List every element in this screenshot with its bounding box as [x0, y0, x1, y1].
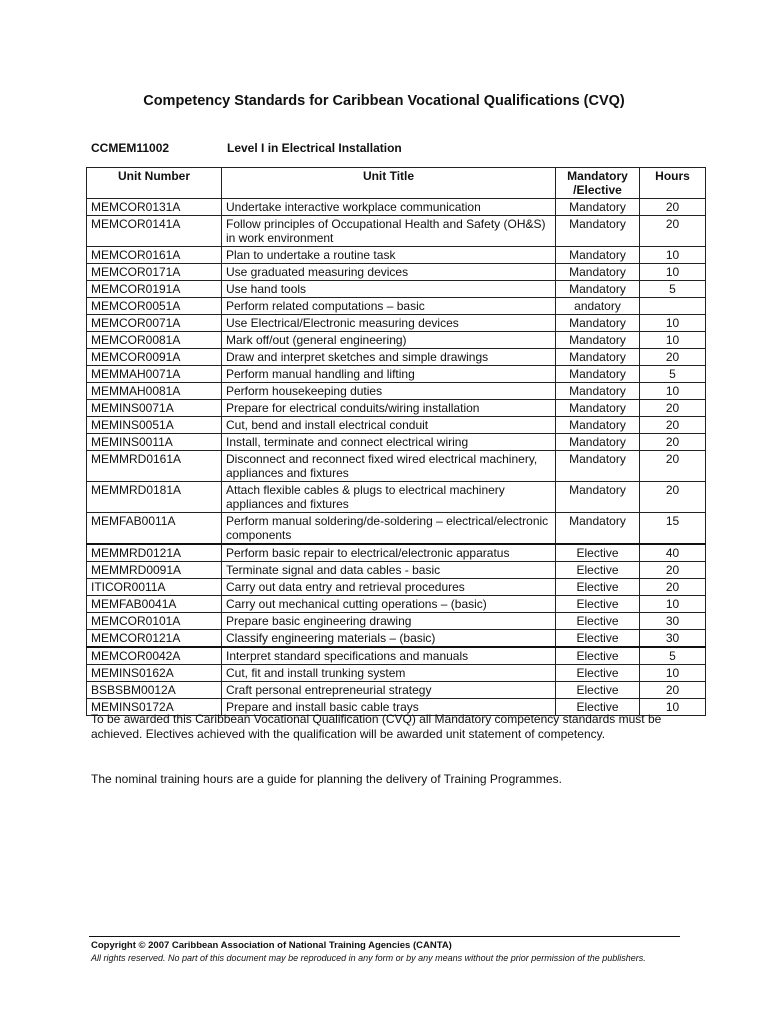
table-row	[87, 665, 706, 682]
unit-title-cell: Cut, bend and install electrical conduit	[222, 417, 556, 434]
hours-cell: 20	[640, 482, 706, 513]
unit-number-cell: MEMCOR0191A	[87, 281, 222, 298]
unit-title-cell: Use graduated measuring devices	[222, 264, 556, 281]
award-note: To be awarded this Caribbean Vocational Qualification (CVQ) all Mandatory competency standards must be achieved. Electives achieved with the qualification will be awarded unit statement of competency.	[91, 712, 662, 741]
table-row	[87, 366, 706, 383]
mandatory-elective-cell: Mandatory	[556, 199, 640, 216]
unit-number-cell: BSBSBM0012A	[87, 682, 222, 699]
table-row	[87, 630, 706, 648]
table-body	[87, 199, 706, 716]
unit-title-cell: Perform related computations – basic	[222, 298, 556, 315]
table-row	[87, 332, 706, 349]
hours-cell: 5	[640, 281, 706, 298]
table-row	[87, 513, 706, 545]
hours-cell: 40	[640, 544, 706, 562]
table-row	[87, 451, 706, 482]
unit-number-cell: MEMINS0011A	[87, 434, 222, 451]
unit-number-cell: MEMMAH0071A	[87, 366, 222, 383]
mandatory-elective-cell: Elective	[556, 579, 640, 596]
unit-title-cell: Perform manual handling and lifting	[222, 366, 556, 383]
hours-cell: 20	[640, 434, 706, 451]
unit-title-cell: Perform manual soldering/de-soldering – electrical/electronic components	[222, 513, 556, 545]
unit-number-cell: ITICOR0011A	[87, 579, 222, 596]
mandatory-elective-cell: Mandatory	[556, 264, 640, 281]
hours-cell: 10	[640, 264, 706, 281]
unit-number-cell: MEMCOR0101A	[87, 613, 222, 630]
header-hours: Hours	[640, 168, 706, 199]
unit-number-cell: MEMMAH0081A	[87, 383, 222, 400]
table-row	[87, 482, 706, 513]
table-row	[87, 199, 706, 216]
unit-title-cell: Craft personal entrepreneurial strategy	[222, 682, 556, 699]
table-row	[87, 562, 706, 579]
unit-number-cell: MEMCOR0121A	[87, 630, 222, 648]
header-unit-number: Unit Number	[87, 168, 222, 199]
hours-cell: 20	[640, 349, 706, 366]
unit-number-cell: MEMMRD0121A	[87, 544, 222, 562]
unit-title-cell: Use Electrical/Electronic measuring devices	[222, 315, 556, 332]
mandatory-elective-cell: Mandatory	[556, 513, 640, 545]
unit-number-cell: MEMMRD0091A	[87, 562, 222, 579]
table-row	[87, 216, 706, 247]
unit-title-cell: Cut, fit and install trunking system	[222, 665, 556, 682]
unit-title-cell: Plan to undertake a routine task	[222, 247, 556, 264]
unit-number-cell: MEMCOR0141A	[87, 216, 222, 247]
hours-cell: 30	[640, 630, 706, 648]
hours-cell: 10	[640, 315, 706, 332]
unit-number-cell: MEMMRD0161A	[87, 451, 222, 482]
mandatory-elective-cell: Elective	[556, 544, 640, 562]
mandatory-elective-cell: Elective	[556, 630, 640, 648]
unit-title-cell: Terminate signal and data cables - basic	[222, 562, 556, 579]
unit-number-cell: MEMCOR0071A	[87, 315, 222, 332]
mandatory-elective-cell: Mandatory	[556, 216, 640, 247]
unit-number-cell: MEMINS0051A	[87, 417, 222, 434]
unit-title-cell: Carry out data entry and retrieval procedures	[222, 579, 556, 596]
hours-cell	[640, 298, 706, 315]
table-row	[87, 349, 706, 366]
unit-number-cell: MEMCOR0091A	[87, 349, 222, 366]
hours-cell: 20	[640, 199, 706, 216]
table-row	[87, 579, 706, 596]
mandatory-elective-cell: Mandatory	[556, 366, 640, 383]
table-row	[87, 613, 706, 630]
unit-number-cell: MEMFAB0011A	[87, 513, 222, 545]
footer-divider	[89, 936, 680, 937]
unit-title-cell: Disconnect and reconnect fixed wired electrical machinery, appliances and fixtures	[222, 451, 556, 482]
unit-number-cell: MEMCOR0171A	[87, 264, 222, 281]
hours-cell: 30	[640, 613, 706, 630]
unit-number-cell: MEMCOR0131A	[87, 199, 222, 216]
unit-title-cell: Interpret standard specifications and manuals	[222, 647, 556, 665]
mandatory-elective-cell: Elective	[556, 562, 640, 579]
mandatory-elective-cell: Mandatory	[556, 451, 640, 482]
mandatory-elective-cell: Mandatory	[556, 247, 640, 264]
document-title: Competency Standards for Caribbean Vocational Qualifications (CVQ)	[143, 93, 625, 109]
unit-number-cell: MEMINS0071A	[87, 400, 222, 417]
rights-statement: All rights reserved. No part of this document may be reproduced in any form or by any means without the prior permission of the publishers.	[91, 953, 646, 963]
header-mandatory-elective: Mandatory /Elective	[556, 168, 640, 199]
unit-number-cell: MEMCOR0051A	[87, 298, 222, 315]
table-row	[87, 383, 706, 400]
mandatory-elective-cell: Elective	[556, 682, 640, 699]
unit-title-cell: Prepare for electrical conduits/wiring installation	[222, 400, 556, 417]
table-row	[87, 417, 706, 434]
mandatory-elective-cell: Mandatory	[556, 332, 640, 349]
unit-title-cell: Carry out mechanical cutting operations – (basic)	[222, 596, 556, 613]
table-row	[87, 281, 706, 298]
unit-number-cell: MEMMRD0181A	[87, 482, 222, 513]
copyright-line: Copyright © 2007 Caribbean Association of National Training Agencies (CANTA)	[91, 940, 452, 951]
mandatory-elective-cell: Mandatory	[556, 383, 640, 400]
mandatory-elective-cell: Elective	[556, 647, 640, 665]
unit-title-cell: Prepare basic engineering drawing	[222, 613, 556, 630]
mandatory-elective-cell: Elective	[556, 613, 640, 630]
unit-title-cell: Undertake interactive workplace communication	[222, 199, 556, 216]
mandatory-elective-cell: Mandatory	[556, 349, 640, 366]
unit-title-cell: Draw and interpret sketches and simple drawings	[222, 349, 556, 366]
hours-cell: 10	[640, 596, 706, 613]
mandatory-elective-cell: Mandatory	[556, 315, 640, 332]
table-row	[87, 544, 706, 562]
hours-note: The nominal training hours are a guide for planning the delivery of Training Programmes.	[91, 772, 562, 786]
unit-title-cell: Follow principles of Occupational Health and Safety (OH&S) in work environment	[222, 216, 556, 247]
hours-cell: 20	[640, 579, 706, 596]
unit-number-cell: MEMCOR0042A	[87, 647, 222, 665]
hours-cell: 15	[640, 513, 706, 545]
table-row	[87, 647, 706, 665]
unit-title-cell: Perform basic repair to electrical/electronic apparatus	[222, 544, 556, 562]
hours-cell: 5	[640, 366, 706, 383]
hours-cell: 10	[640, 699, 706, 716]
table-row	[87, 247, 706, 264]
hours-cell: 20	[640, 400, 706, 417]
unit-title-cell: Mark off/out (general engineering)	[222, 332, 556, 349]
mandatory-elective-cell: Mandatory	[556, 400, 640, 417]
unit-number-cell: MEMINS0172A	[87, 699, 222, 716]
unit-title-cell: Perform housekeeping duties	[222, 383, 556, 400]
hours-cell: 20	[640, 216, 706, 247]
hours-cell: 20	[640, 451, 706, 482]
table-row	[87, 400, 706, 417]
mandatory-elective-cell: Mandatory	[556, 434, 640, 451]
table-row	[87, 596, 706, 613]
table-header-row	[87, 168, 706, 199]
hours-cell: 10	[640, 665, 706, 682]
table-row	[87, 434, 706, 451]
hours-cell: 20	[640, 682, 706, 699]
table-row	[87, 298, 706, 315]
mandatory-elective-cell: Mandatory	[556, 281, 640, 298]
unit-title-cell: Attach flexible cables & plugs to electrical machinery appliances and fixtures	[222, 482, 556, 513]
table-row	[87, 315, 706, 332]
unit-number-cell: MEMINS0162A	[87, 665, 222, 682]
mandatory-elective-cell: Mandatory	[556, 417, 640, 434]
qualification-code: CCMEM11002	[91, 141, 170, 155]
hours-cell: 10	[640, 332, 706, 349]
table-row	[87, 264, 706, 281]
unit-number-cell: MEMCOR0161A	[87, 247, 222, 264]
unit-title-cell: Use hand tools	[222, 281, 556, 298]
unit-title-cell: Install, terminate and connect electrical wiring	[222, 434, 556, 451]
hours-cell: 10	[640, 383, 706, 400]
hours-cell: 20	[640, 417, 706, 434]
mandatory-elective-cell: Elective	[556, 596, 640, 613]
mandatory-elective-cell: andatory	[556, 298, 640, 315]
unit-title-cell: Classify engineering materials – (basic)	[222, 630, 556, 648]
table-row	[87, 682, 706, 699]
mandatory-elective-cell: Elective	[556, 699, 640, 716]
hours-cell: 5	[640, 647, 706, 665]
units-table	[86, 167, 706, 716]
mandatory-elective-cell: Elective	[556, 665, 640, 682]
mandatory-elective-cell: Mandatory	[556, 482, 640, 513]
hours-cell: 20	[640, 562, 706, 579]
hours-cell: 10	[640, 247, 706, 264]
unit-number-cell: MEMCOR0081A	[87, 332, 222, 349]
unit-title-cell: Prepare and install basic cable trays	[222, 699, 556, 716]
unit-number-cell: MEMFAB0041A	[87, 596, 222, 613]
qualification-level: Level I in Electrical Installation	[227, 141, 402, 155]
header-unit-title: Unit Title	[222, 168, 556, 199]
